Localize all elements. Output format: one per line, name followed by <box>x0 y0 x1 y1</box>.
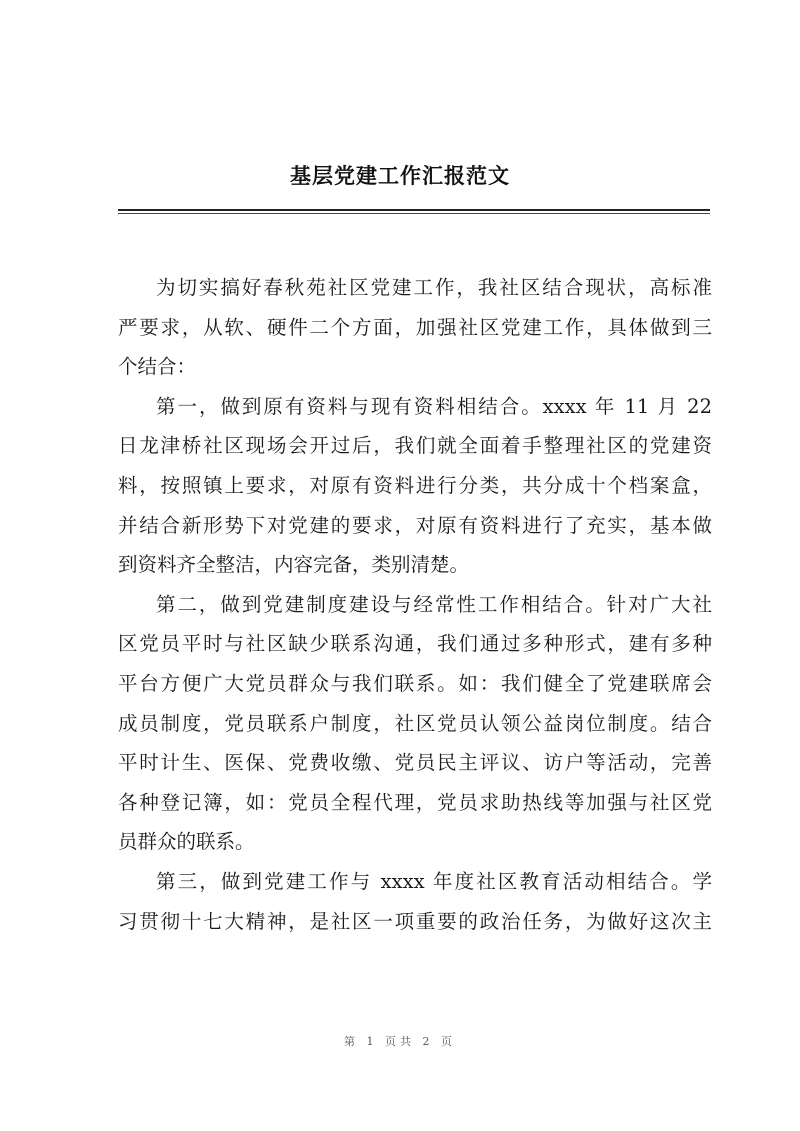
text-line: 区党员平时与社区缺少联系沟通，我们通过多种形式，建有多种 <box>118 632 712 656</box>
text-line: 第二，做到党建制度建设与经常性工作相结合。针对广大社 <box>156 592 712 616</box>
text-line: 料，按照镇上要求，对原有资料进行分类，共分成十个档案盒， <box>118 473 712 497</box>
title-divider-thin <box>118 213 710 214</box>
document-body <box>118 268 712 941</box>
text-line: 并结合新形势下对党建的要求，对原有资料进行了充实，基本做 <box>118 513 712 537</box>
text-line: 为切实搞好春秋苑社区党建工作，我社区结合现状，高标准 <box>156 276 712 299</box>
text-line: 到资料齐全整洁，内容完备，类别清楚。 <box>118 553 470 577</box>
page-footer: 第 1 页共 2 页 <box>344 1035 456 1048</box>
text-line: 个结合： <box>118 355 197 379</box>
text-line: 严要求，从软、硬件二个方面，加强社区党建工作，具体做到三 <box>118 315 712 339</box>
text-line: 平时计生、医保、党费收缴、党员民主评议、访户等活动，完善 <box>118 751 712 775</box>
text-line: 第三，做到党建工作与 xxxx 年度社区教育活动相结合。学 <box>156 869 712 893</box>
text-line: 平台方便广大党员群众与我们联系。如：我们健全了党建联席会 <box>118 671 712 695</box>
text-line: 日龙津桥社区现场会开过后，我们就全面着手整理社区的党建资 <box>118 434 712 458</box>
text-line: 员群众的联系。 <box>118 830 255 854</box>
text-line: 成员制度，党员联系户制度，社区党员认领公益岗位制度。结合 <box>118 711 712 735</box>
text-line: 第一，做到原有资料与现有资料相结合。xxxx 年 11 月 22 <box>156 394 712 418</box>
document-title: 基层党建工作汇报范文 <box>290 163 510 188</box>
title-divider <box>118 209 710 211</box>
text-line: 习贯彻十七大精神，是社区一项重要的政治任务，为做好这次主 <box>118 909 712 933</box>
text-line: 各种登记簿，如：党员全程代理，党员求助热线等加强与社区党 <box>118 790 712 814</box>
